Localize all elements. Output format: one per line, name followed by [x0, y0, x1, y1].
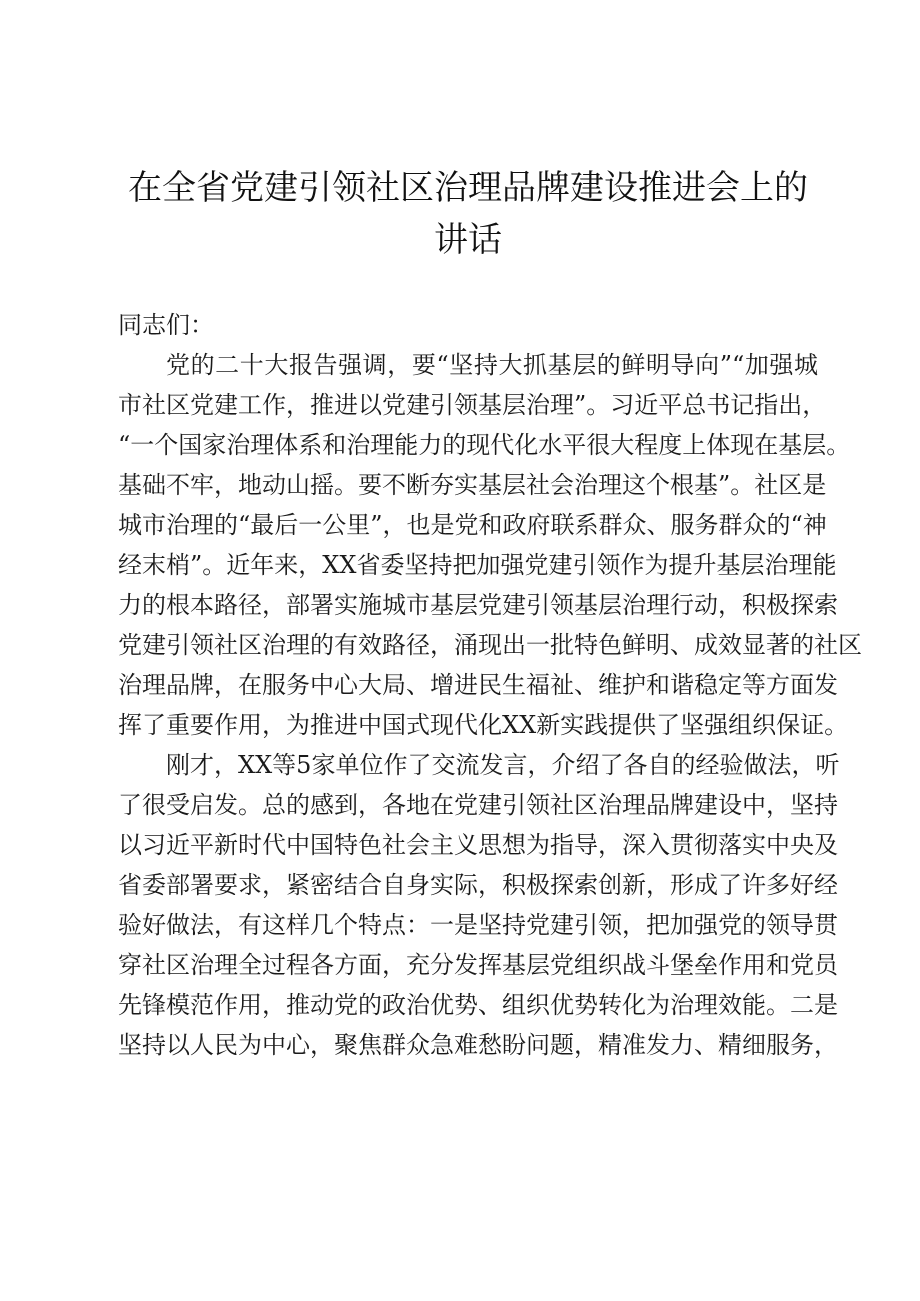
paragraph-line: 刚才，XX等5家单位作了交流发言，介绍了各自的经验做法，听: [166, 751, 840, 779]
salutation: 同志们：: [118, 311, 214, 339]
paragraph-line: 验好做法，有这样几个特点：一是坚持党建引领，把加强党的领导贯: [118, 911, 838, 939]
paragraph-line: 先锋模范作用，推动党的政治优势、组织优势转化为治理效能。二是: [118, 991, 838, 1019]
paragraph-line: 治理品牌，在服务中心大局、增进民生福祉、维护和谐稳定等方面发: [118, 671, 838, 699]
paragraph-line: 了很受启发。总的感到，各地在党建引领社区治理品牌建设中，坚持: [118, 791, 838, 819]
document-body: [118, 305, 862, 1065]
paragraph-line: 穿社区治理全过程各方面，充分发挥基层党组织战斗堡垒作用和党员: [118, 951, 838, 979]
paragraph-line: 经末梢”。近年来，XX省委坚持把加强党建引领作为提升基层治理能: [118, 551, 837, 579]
paragraph-line: 城市治理的“最后一公里”，也是党和政府联系群众、服务群众的“神: [118, 511, 827, 539]
paragraph-line: 党建引领社区治理的有效路径，涌现出一批特色鲜明、成效显著的社区: [118, 631, 862, 659]
title-line-2: 讲话: [434, 220, 502, 260]
paragraph-line: 挥了重要作用，为推进中国式现代化XX新实践提供了坚强组织保证。: [118, 711, 849, 739]
paragraph-line: 省委部署要求，紧密结合自身实际，积极探索创新，形成了许多好经: [118, 871, 838, 899]
paragraph-line: 市社区党建工作，推进以党建引领基层治理”。习近平总书记指出，: [118, 391, 827, 419]
paragraph-line: “一个国家治理体系和治理能力的现代化水平很大程度上体现在基层。: [118, 431, 851, 459]
paragraph-1: [118, 345, 862, 745]
paragraph-line: 坚持以人民为中心，聚焦群众急难愁盼问题，精准发力、精细服务，: [118, 1031, 838, 1059]
paragraph-line: 力的根本路径，部署实施城市基层党建引领基层治理行动，积极探索: [118, 591, 838, 619]
paragraph-2: [118, 745, 840, 1065]
title-line-1: 在全省党建引领社区治理品牌建设推进会上的: [128, 168, 808, 208]
paragraph-line: 基础不牢，地动山摇。要不断夯实基层社会治理这个根基”。社区是: [118, 471, 827, 499]
document-title: [118, 162, 818, 266]
paragraph-line: 以习近平新时代中国特色社会主义思想为指导，深入贯彻落实中央及: [118, 831, 838, 859]
paragraph-line: 党的二十大报告强调，要“坚持大抓基层的鲜明导向”“加强城: [166, 351, 818, 379]
